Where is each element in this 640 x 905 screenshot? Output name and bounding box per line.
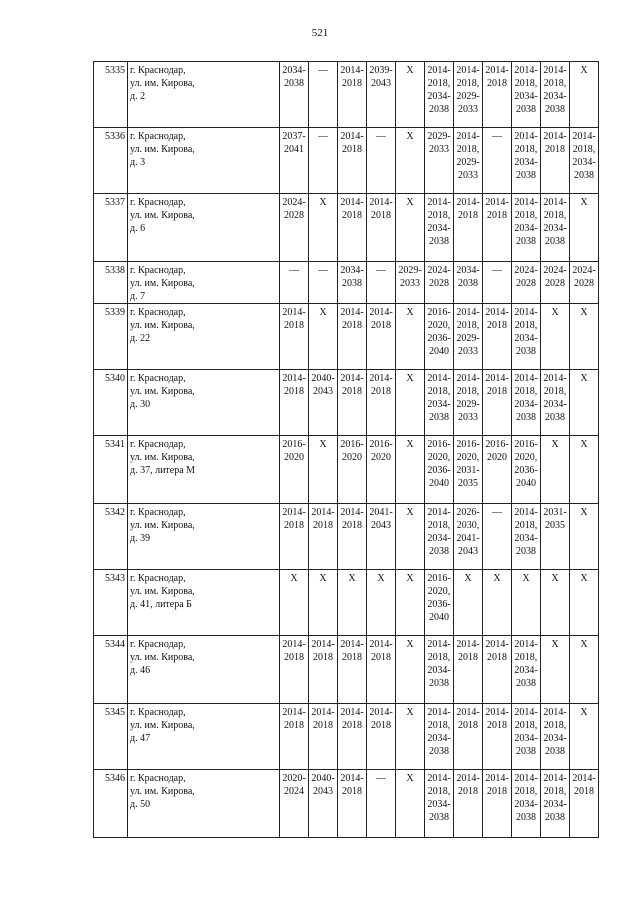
address-cell: г. Краснодар, ул. им. Кирова, д. 7 xyxy=(128,262,280,304)
address-cell: г. Краснодар, ул. им. Кирова, д. 47 xyxy=(128,704,280,770)
period-cell: 2014- 2018 xyxy=(280,304,309,370)
period-cell: X xyxy=(396,770,425,838)
row-number: 5341 xyxy=(94,436,128,504)
period-cell: X xyxy=(541,570,570,636)
period-cell: 2014- 2018 xyxy=(338,128,367,194)
address-cell: г. Краснодар, ул. им. Кирова, д. 37, литера М xyxy=(128,436,280,504)
period-cell: 2016- 2020 xyxy=(338,436,367,504)
table-row xyxy=(94,570,599,636)
period-cell: X xyxy=(570,304,599,370)
period-cell: 2014- 2018 xyxy=(280,704,309,770)
row-number: 5345 xyxy=(94,704,128,770)
period-cell: X xyxy=(309,194,338,262)
period-cell: X xyxy=(396,304,425,370)
row-number: 5336 xyxy=(94,128,128,194)
page-number: 521 xyxy=(311,27,329,39)
period-cell: 2014- 2018 xyxy=(483,770,512,838)
period-cell: X xyxy=(396,570,425,636)
table-row xyxy=(94,194,599,262)
period-cell: X xyxy=(570,704,599,770)
period-cell: X xyxy=(396,704,425,770)
period-cell: 2026- 2030, 2041- 2043 xyxy=(454,504,483,570)
period-cell: 2016- 2020, 2036- 2040 xyxy=(425,436,454,504)
period-cell: X xyxy=(367,570,396,636)
row-number: 5342 xyxy=(94,504,128,570)
schedule-table xyxy=(93,61,599,838)
period-cell: 2040- 2043 xyxy=(309,770,338,838)
period-cell: X xyxy=(338,570,367,636)
address-cell: г. Краснодар, ул. им. Кирова, д. 3 xyxy=(128,128,280,194)
period-cell: 2014- 2018 xyxy=(338,636,367,704)
period-cell: 2014- 2018, 2034- 2038 xyxy=(512,636,541,704)
period-cell: 2031- 2035 xyxy=(541,504,570,570)
period-cell: 2014- 2018, 2034- 2038 xyxy=(425,636,454,704)
address-cell: г. Краснодар, ул. им. Кирова, д. 22 xyxy=(128,304,280,370)
period-cell: 2014- 2018 xyxy=(454,704,483,770)
period-cell: 2014- 2018 xyxy=(280,370,309,436)
period-cell: — xyxy=(280,262,309,304)
period-cell: 2014- 2018 xyxy=(483,370,512,436)
period-cell: X xyxy=(570,570,599,636)
period-cell: 2014- 2018, 2029- 2033 xyxy=(454,128,483,194)
period-cell: X xyxy=(396,436,425,504)
period-cell: 2029- 2033 xyxy=(396,262,425,304)
row-number: 5335 xyxy=(94,62,128,128)
period-cell: 2014- 2018, 2034- 2038 xyxy=(425,770,454,838)
period-cell: 2014- 2018, 2034- 2038 xyxy=(512,704,541,770)
period-cell: 2014- 2018 xyxy=(541,128,570,194)
period-cell: 2014- 2018, 2034- 2038 xyxy=(512,370,541,436)
row-number: 5338 xyxy=(94,262,128,304)
period-cell: 2034- 2038 xyxy=(280,62,309,128)
period-cell: X xyxy=(570,504,599,570)
table-row xyxy=(94,370,599,436)
period-cell: 2014- 2018, 2034- 2038 xyxy=(512,194,541,262)
period-cell: 2040- 2043 xyxy=(309,370,338,436)
period-cell: X xyxy=(454,570,483,636)
period-cell: 2014- 2018, 2034- 2038 xyxy=(425,504,454,570)
address-cell: г. Краснодар, ул. им. Кирова, д. 39 xyxy=(128,504,280,570)
period-cell: 2014- 2018 xyxy=(483,194,512,262)
period-cell: 2014- 2018, 2034- 2038 xyxy=(541,770,570,838)
period-cell: 2014- 2018 xyxy=(367,636,396,704)
period-cell: X xyxy=(309,570,338,636)
period-cell: 2039- 2043 xyxy=(367,62,396,128)
period-cell: 2024- 2028 xyxy=(280,194,309,262)
period-cell: X xyxy=(396,128,425,194)
period-cell: 2016- 2020 xyxy=(280,436,309,504)
period-cell: 2014- 2018 xyxy=(280,636,309,704)
address-cell: г. Краснодар, ул. им. Кирова, д. 2 xyxy=(128,62,280,128)
period-cell: — xyxy=(367,128,396,194)
period-cell: 2014- 2018 xyxy=(454,194,483,262)
period-cell: 2014- 2018 xyxy=(309,636,338,704)
period-cell: 2016- 2020, 2036- 2040 xyxy=(425,570,454,636)
period-cell: X xyxy=(570,194,599,262)
period-cell: 2016- 2020, 2036- 2040 xyxy=(425,304,454,370)
row-number: 5344 xyxy=(94,636,128,704)
period-cell: X xyxy=(541,436,570,504)
period-cell: 2024- 2028 xyxy=(570,262,599,304)
row-number: 5343 xyxy=(94,570,128,636)
period-cell: 2014- 2018, 2034- 2038 xyxy=(541,370,570,436)
table-row xyxy=(94,128,599,194)
period-cell: — xyxy=(483,128,512,194)
period-cell: 2014- 2018 xyxy=(309,504,338,570)
period-cell: — xyxy=(367,770,396,838)
period-cell: 2014- 2018, 2029- 2033 xyxy=(454,370,483,436)
period-cell: 2014- 2018 xyxy=(338,770,367,838)
period-cell: X xyxy=(570,636,599,704)
period-cell: 2014- 2018 xyxy=(367,370,396,436)
table-row xyxy=(94,262,599,304)
period-cell: 2016- 2020 xyxy=(367,436,396,504)
period-cell: 2014- 2018 xyxy=(454,770,483,838)
row-number: 5337 xyxy=(94,194,128,262)
period-cell: 2014- 2018 xyxy=(338,304,367,370)
row-number: 5340 xyxy=(94,370,128,436)
period-cell: 2029- 2033 xyxy=(425,128,454,194)
period-cell: 2014- 2018 xyxy=(454,636,483,704)
period-cell: 2014- 2018, 2034- 2038 xyxy=(425,194,454,262)
address-cell: г. Краснодар, ул. им. Кирова, д. 50 xyxy=(128,770,280,838)
period-cell: X xyxy=(396,62,425,128)
row-number: 5339 xyxy=(94,304,128,370)
period-cell: X xyxy=(570,436,599,504)
period-cell: X xyxy=(396,504,425,570)
table-row xyxy=(94,636,599,704)
period-cell: 2020- 2024 xyxy=(280,770,309,838)
period-cell: X xyxy=(541,636,570,704)
period-cell: X xyxy=(396,194,425,262)
period-cell: X xyxy=(396,636,425,704)
period-cell: 2016- 2020, 2031- 2035 xyxy=(454,436,483,504)
period-cell: X xyxy=(483,570,512,636)
table-row xyxy=(94,304,599,370)
period-cell: 2014- 2018 xyxy=(338,704,367,770)
period-cell: 2014- 2018 xyxy=(483,62,512,128)
period-cell: 2014- 2018 xyxy=(483,704,512,770)
period-cell: — xyxy=(483,504,512,570)
period-cell: 2034- 2038 xyxy=(454,262,483,304)
table-row xyxy=(94,436,599,504)
period-cell: 2014- 2018, 2034- 2038 xyxy=(512,128,541,194)
period-cell: 2024- 2028 xyxy=(541,262,570,304)
period-cell: 2014- 2018 xyxy=(338,370,367,436)
period-cell: 2014- 2018, 2034- 2038 xyxy=(512,504,541,570)
address-cell: г. Краснодар, ул. им. Кирова, д. 30 xyxy=(128,370,280,436)
period-cell: — xyxy=(483,262,512,304)
period-cell: 2014- 2018 xyxy=(367,304,396,370)
table-row xyxy=(94,770,599,838)
period-cell: 2014- 2018 xyxy=(367,194,396,262)
period-cell: 2014- 2018 xyxy=(483,304,512,370)
period-cell: 2014- 2018, 2029- 2033 xyxy=(454,62,483,128)
period-cell: 2016- 2020 xyxy=(483,436,512,504)
period-cell: X xyxy=(512,570,541,636)
period-cell: 2014- 2018, 2034- 2038 xyxy=(512,62,541,128)
period-cell: 2024- 2028 xyxy=(512,262,541,304)
period-cell: X xyxy=(541,304,570,370)
period-cell: 2034- 2038 xyxy=(338,262,367,304)
period-cell: 2014- 2018 xyxy=(338,194,367,262)
period-cell: — xyxy=(309,262,338,304)
period-cell: X xyxy=(570,370,599,436)
period-cell: 2014- 2018, 2034- 2038 xyxy=(512,304,541,370)
period-cell: — xyxy=(309,128,338,194)
address-cell: г. Краснодар, ул. им. Кирова, д. 46 xyxy=(128,636,280,704)
period-cell: 2024- 2028 xyxy=(425,262,454,304)
address-cell: г. Краснодар, ул. им. Кирова, д. 41, литера Б xyxy=(128,570,280,636)
period-cell: 2014- 2018, 2029- 2033 xyxy=(454,304,483,370)
period-cell: X xyxy=(570,62,599,128)
period-cell: 2016- 2020, 2036- 2040 xyxy=(512,436,541,504)
period-cell: 2014- 2018 xyxy=(309,704,338,770)
period-cell: — xyxy=(367,262,396,304)
period-cell: 2014- 2018, 2034- 2038 xyxy=(570,128,599,194)
period-cell: 2014- 2018, 2034- 2038 xyxy=(425,370,454,436)
period-cell: X xyxy=(309,436,338,504)
period-cell: 2014- 2018 xyxy=(483,636,512,704)
period-cell: 2014- 2018, 2034- 2038 xyxy=(541,194,570,262)
period-cell: 2014- 2018, 2034- 2038 xyxy=(541,704,570,770)
table-row xyxy=(94,62,599,128)
period-cell: 2041- 2043 xyxy=(367,504,396,570)
period-cell: X xyxy=(280,570,309,636)
period-cell: — xyxy=(309,62,338,128)
period-cell: 2014- 2018, 2034- 2038 xyxy=(425,704,454,770)
period-cell: 2014- 2018 xyxy=(338,62,367,128)
table-row xyxy=(94,704,599,770)
period-cell: 2014- 2018 xyxy=(280,504,309,570)
period-cell: 2014- 2018 xyxy=(570,770,599,838)
period-cell: 2014- 2018 xyxy=(367,704,396,770)
row-number: 5346 xyxy=(94,770,128,838)
period-cell: X xyxy=(309,304,338,370)
period-cell: 2037- 2041 xyxy=(280,128,309,194)
table-row xyxy=(94,504,599,570)
period-cell: 2014- 2018, 2034- 2038 xyxy=(425,62,454,128)
period-cell: X xyxy=(396,370,425,436)
period-cell: 2014- 2018, 2034- 2038 xyxy=(512,770,541,838)
period-cell: 2014- 2018, 2034- 2038 xyxy=(541,62,570,128)
address-cell: г. Краснодар, ул. им. Кирова, д. 6 xyxy=(128,194,280,262)
period-cell: 2014- 2018 xyxy=(338,504,367,570)
